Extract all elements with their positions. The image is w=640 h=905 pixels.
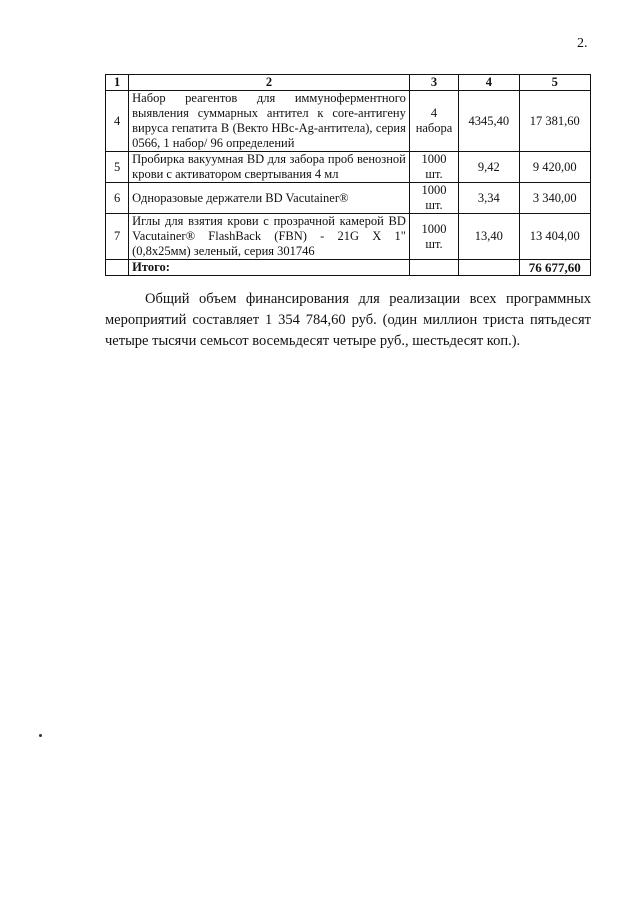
table-row — [106, 214, 591, 260]
table-row — [106, 183, 591, 214]
total-empty-cell — [409, 260, 458, 276]
header-cell-2: 2 — [129, 75, 410, 91]
item-quantity: 1000 шт. — [409, 152, 458, 183]
item-sum: 9 420,00 — [519, 152, 590, 183]
item-quantity: 4 набора — [409, 91, 458, 152]
funding-paragraph: Общий объем финансирования для реализации всех программных мероприятий составляет 1 354 784,60 руб. (один миллион триста пятьдесят четыре тысячи семьсот восемьдесят четыре руб., шестьдесят коп.). — [105, 291, 591, 349]
row-number: 4 — [106, 91, 129, 152]
row-number: 7 — [106, 214, 129, 260]
header-cell-5: 5 — [519, 75, 590, 91]
item-price: 4345,40 — [459, 91, 519, 152]
item-name: Одноразовые держатели BD Vacutainer® — [129, 183, 410, 214]
total-empty-cell — [459, 260, 519, 276]
item-price: 3,34 — [459, 183, 519, 214]
budget-table — [105, 74, 591, 276]
item-quantity: 1000 шт. — [409, 183, 458, 214]
total-label: Итого: — [129, 260, 410, 276]
item-price: 13,40 — [459, 214, 519, 260]
total-empty-cell — [106, 260, 129, 276]
item-sum: 13 404,00 — [519, 214, 590, 260]
table-row — [106, 91, 591, 152]
table-row — [106, 152, 591, 183]
row-number: 5 — [106, 152, 129, 183]
item-sum: 17 381,60 — [519, 91, 590, 152]
item-quantity: 1000 шт. — [409, 214, 458, 260]
header-cell-4: 4 — [459, 75, 519, 91]
table-header-row — [106, 75, 591, 91]
item-name: Пробирка вакуумная BD для забора проб венозной крови с активатором свертывания 4 мл — [129, 152, 410, 183]
total-row — [106, 260, 591, 276]
header-cell-3: 3 — [409, 75, 458, 91]
item-name: Набор реагентов для иммуноферментного выявления суммарных антител к core-антигену вируса гепатита В (Векто НВс-Ag-антитела), серия 0566, 1 набор/ 96 определений — [129, 91, 410, 152]
item-sum: 3 340,00 — [519, 183, 590, 214]
page-number: 2. — [577, 36, 588, 51]
header-cell-1: 1 — [106, 75, 129, 91]
total-value: 76 677,60 — [519, 260, 590, 276]
item-name: Иглы для взятия крови с прозрачной камерой BD Vacutainer® FlashBack (FBN) - 21G X 1" (0,8x25мм) зеленый, серия 301746 — [129, 214, 410, 260]
row-number: 6 — [106, 183, 129, 214]
scan-speck — [39, 734, 42, 737]
item-price: 9,42 — [459, 152, 519, 183]
